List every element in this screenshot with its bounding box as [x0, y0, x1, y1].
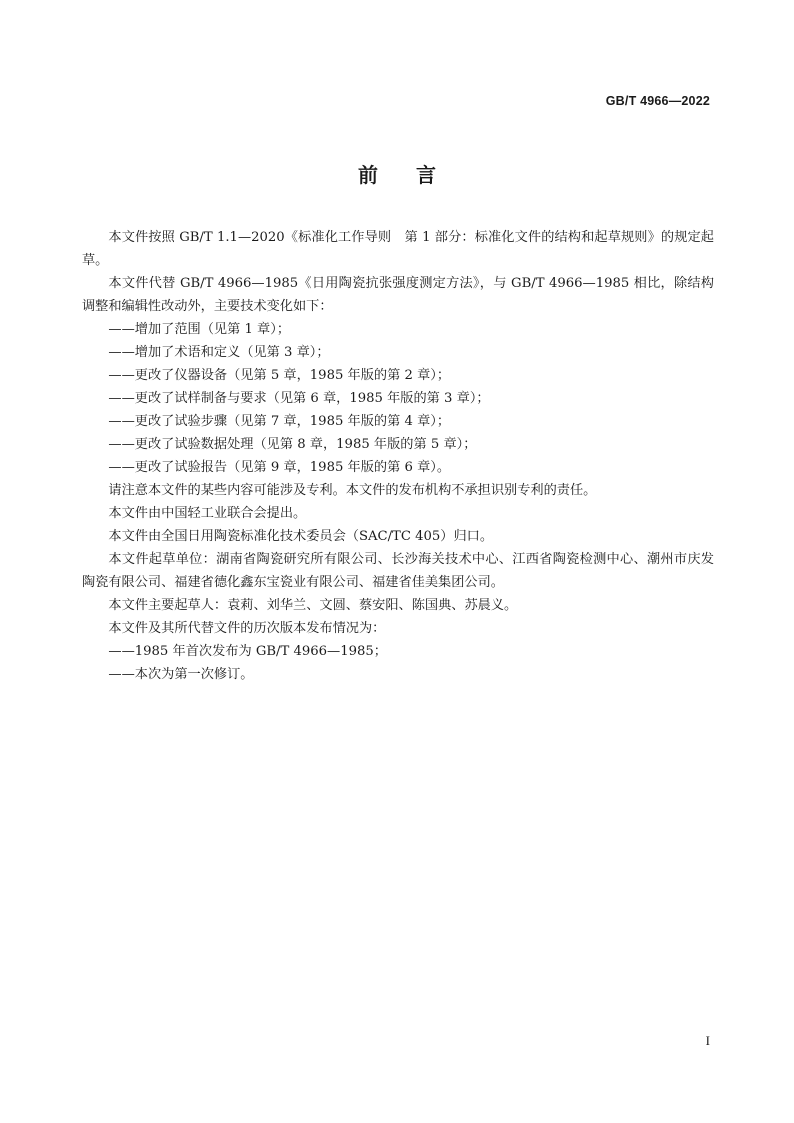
- list-item: ——增加了范围（见第 1 章）；: [108, 322, 291, 337]
- paragraph-drafting-rules: 本文件按照 GB/T 1.1—2020《标准化工作导则 第 1 部分：标准化文件的结构和起草规则》的规定起草。: [82, 230, 714, 268]
- list-item: ——更改了试样制备与要求（见第 6 章，1985 年版的第 3 章）；: [108, 391, 490, 406]
- paragraph-drafting-units: 本文件起草单位：湖南省陶瓷研究所有限公司、长沙海关技术中心、江西省陶瓷检测中心、潮州市庆发陶瓷有限公司、福建省德化鑫东宝瓷业有限公司、福建省佳美集团公司。: [82, 552, 714, 590]
- list-item: ——1985 年首次发布为 GB/T 4966—1985；: [108, 644, 387, 659]
- list-item: ——更改了试验数据处理（见第 8 章，1985 年版的第 5 章）；: [108, 437, 477, 452]
- title-char-1: 前: [358, 163, 378, 187]
- paragraph-proposer: 本文件由中国轻工业联合会提出。: [108, 506, 307, 521]
- paragraph-history-intro: 本文件及其所代替文件的历次版本发布情况为：: [108, 621, 386, 636]
- page-number: I: [705, 1033, 710, 1048]
- paragraph-committee: 本文件由全国日用陶瓷标准化技术委员会（SAC/TC 405）归口。: [108, 529, 494, 544]
- standard-number: GB/T 4966—2022: [605, 94, 710, 108]
- list-item: ——增加了术语和定义（见第 3 章）；: [108, 345, 330, 360]
- title-char-2: 言: [416, 163, 436, 187]
- paragraph-drafters: 本文件主要起草人：袁莉、刘华兰、文圆、蔡安阳、陈国典、苏晨义。: [108, 598, 518, 613]
- paragraph-replacement: 本文件代替 GB/T 4966—1985《日用陶瓷抗张强度测定方法》，与 GB/T 4966—1985 相比，除结构调整和编辑性改动外，主要技术变化如下：: [82, 276, 714, 314]
- paragraph-patent-notice: 请注意本文件的某些内容可能涉及专利。本文件的发布机构不承担识别专利的责任。: [108, 483, 597, 498]
- list-item: ——更改了仪器设备（见第 5 章，1985 年版的第 2 章）；: [108, 368, 451, 383]
- foreword-body: [82, 226, 714, 686]
- version-history-list: [82, 640, 714, 686]
- list-item: ——本次为第一次修订。: [108, 667, 254, 682]
- technical-changes-list: [82, 318, 714, 479]
- list-item: ——更改了试验步骤（见第 7 章，1985 年版的第 4 章）；: [108, 414, 451, 429]
- page-title: [0, 161, 794, 189]
- list-item: ——更改了试验报告（见第 9 章，1985 年版的第 6 章）。: [108, 460, 451, 475]
